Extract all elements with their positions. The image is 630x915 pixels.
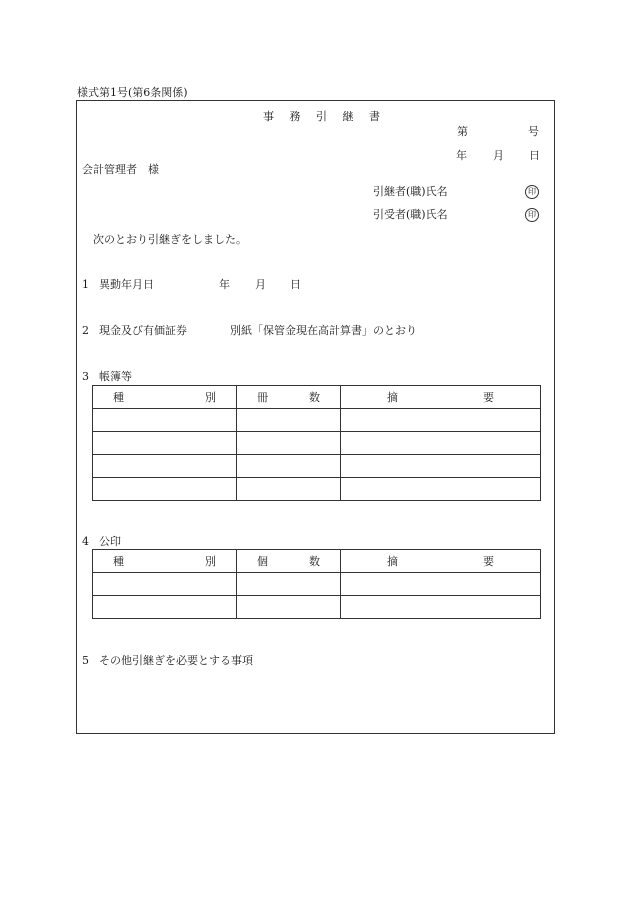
cell-count[interactable] — [237, 478, 341, 501]
transferor-label: 引継者(職)氏名 — [373, 185, 448, 198]
section-3-number: 3 — [82, 370, 89, 383]
table-row — [93, 432, 541, 455]
transferor-seal — [525, 185, 539, 199]
section-1-number: 1 — [82, 278, 89, 291]
cell-remarks[interactable] — [341, 573, 541, 596]
cell-kind[interactable] — [93, 432, 237, 455]
section-1-month: 月 — [255, 278, 266, 291]
seal-icon: 印 — [525, 185, 539, 199]
table-row — [93, 455, 541, 478]
form-number: 様式第1号(第6条関係) — [77, 86, 188, 99]
table-row — [93, 478, 541, 501]
section-5-number: 5 — [82, 654, 89, 667]
section-2-label: 現金及び有価証券 — [99, 324, 187, 337]
table-header-row — [93, 550, 541, 573]
seal-icon: 印 — [525, 208, 539, 222]
books-table — [92, 385, 541, 501]
section-2-value: 別紙「保管金現在高計算書」のとおり — [230, 324, 417, 337]
cell-remarks[interactable] — [341, 596, 541, 619]
header-kind: 種 別 — [93, 386, 237, 409]
table-row — [93, 596, 541, 619]
addressee: 会計管理者 様 — [82, 163, 159, 176]
cell-kind[interactable] — [93, 478, 237, 501]
table-row — [93, 409, 541, 432]
section-5-label: その他引継ぎを必要とする事項 — [99, 654, 253, 667]
header-item-count: 個 数 — [237, 550, 341, 573]
date-year: 年 — [456, 149, 467, 162]
header-volume-count: 冊 数 — [237, 386, 341, 409]
section-2-number: 2 — [82, 324, 89, 337]
section-1-year: 年 — [219, 278, 230, 291]
cell-count[interactable] — [237, 455, 341, 478]
doc-number-prefix: 第 — [457, 125, 468, 138]
cell-count[interactable] — [237, 596, 341, 619]
section-1-day: 日 — [290, 278, 301, 291]
header-kind: 種 別 — [93, 550, 237, 573]
cell-count[interactable] — [237, 409, 341, 432]
table-row — [93, 573, 541, 596]
header-remarks: 摘 要 — [341, 386, 541, 409]
document-title: 事 務 引 継 書 — [263, 110, 386, 123]
table-header-row — [93, 386, 541, 409]
date-day: 日 — [529, 149, 540, 162]
cell-count[interactable] — [237, 573, 341, 596]
cell-remarks[interactable] — [341, 455, 541, 478]
cell-kind[interactable] — [93, 573, 237, 596]
header-remarks: 摘 要 — [341, 550, 541, 573]
transferee-seal — [525, 208, 539, 222]
date-month: 月 — [493, 149, 504, 162]
cell-remarks[interactable] — [341, 478, 541, 501]
seals-table — [92, 549, 541, 619]
cell-count[interactable] — [237, 432, 341, 455]
cell-remarks[interactable] — [341, 432, 541, 455]
section-4-number: 4 — [82, 535, 89, 548]
section-3-label: 帳簿等 — [99, 370, 132, 383]
intro-text: 次のとおり引継ぎをしました。 — [93, 233, 247, 246]
cell-remarks[interactable] — [341, 409, 541, 432]
cell-kind[interactable] — [93, 455, 237, 478]
doc-number-suffix: 号 — [528, 125, 539, 138]
section-1-label: 異動年月日 — [99, 278, 154, 291]
section-4-label: 公印 — [99, 535, 121, 548]
cell-kind[interactable] — [93, 409, 237, 432]
cell-kind[interactable] — [93, 596, 237, 619]
transferee-label: 引受者(職)氏名 — [373, 208, 448, 221]
